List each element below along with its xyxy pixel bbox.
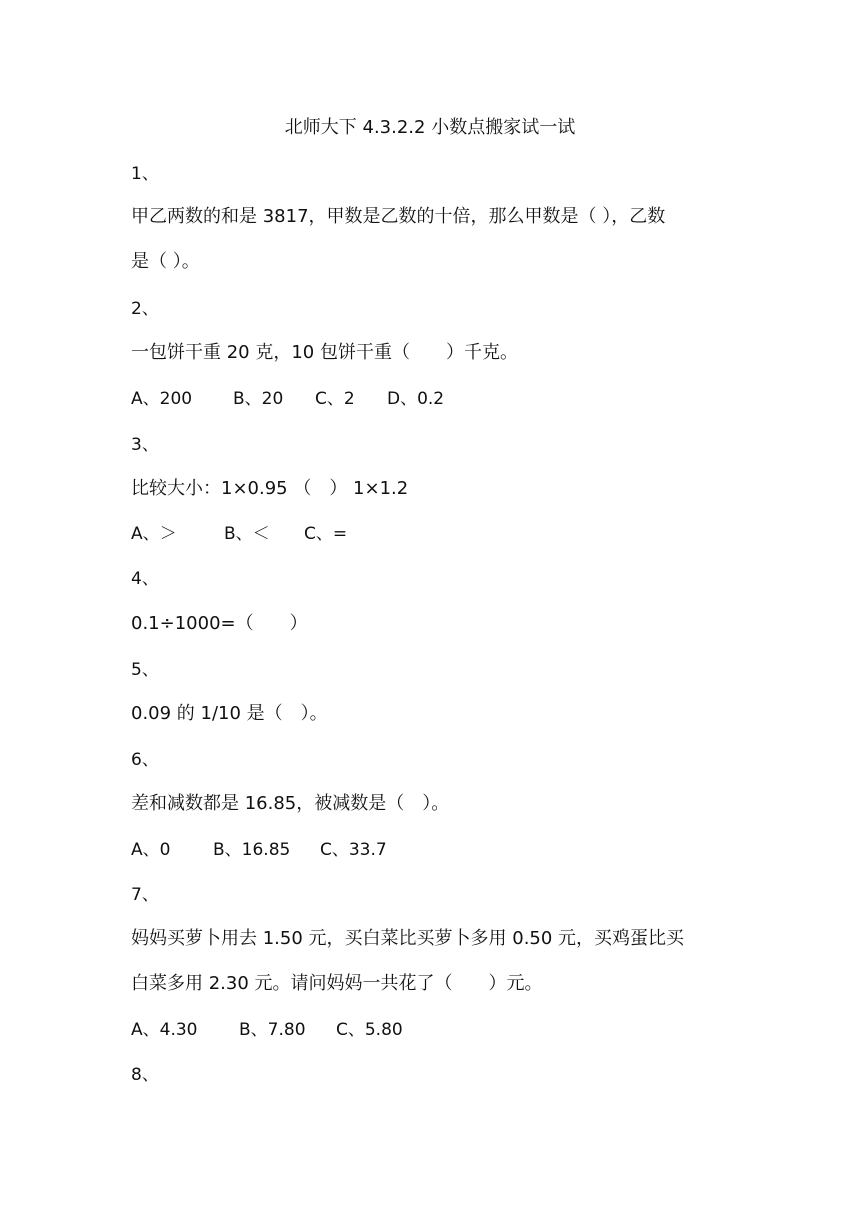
question-3-options bbox=[131, 522, 751, 546]
question-2-option-d: D、0.2 bbox=[387, 389, 445, 409]
question-1-text-line2: 是（ ）。 bbox=[131, 251, 200, 272]
question-7-option-b: B、7.80 bbox=[239, 1020, 306, 1040]
question-4-number: 4、 bbox=[131, 569, 159, 589]
question-3-text: 比较大小：1×0.95 （ ） 1×1.2 bbox=[131, 478, 409, 499]
question-6-options bbox=[131, 838, 751, 862]
question-7-text-line1: 妈妈买萝卜用去 1.50 元，买白菜比买萝卜多用 0.50 元，买鸡蛋比买 bbox=[131, 928, 685, 949]
question-7-text-line2: 白菜多用 2.30 元。请问妈妈一共花了（ ）元。 bbox=[131, 973, 543, 994]
question-5-text: 0.09 的 1/10 是（ ）。 bbox=[131, 703, 328, 724]
question-2-option-a: A、200 bbox=[131, 389, 193, 409]
question-1-number: 1、 bbox=[131, 164, 159, 184]
question-3-option-b: B、＜ bbox=[224, 524, 270, 544]
question-2-option-c: C、2 bbox=[315, 389, 355, 409]
question-6-option-b: B、16.85 bbox=[213, 840, 291, 860]
question-7-option-c: C、5.80 bbox=[336, 1020, 403, 1040]
question-2-options bbox=[131, 387, 751, 411]
question-4-text: 0.1÷1000=（ ） bbox=[131, 613, 308, 634]
question-6-option-a: A、0 bbox=[131, 840, 171, 860]
question-3-number: 3、 bbox=[131, 435, 159, 455]
question-2-option-b: B、20 bbox=[233, 389, 284, 409]
question-7-option-a: A、4.30 bbox=[131, 1020, 198, 1040]
question-3-option-a: A、＞ bbox=[131, 524, 177, 544]
question-8-number: 8、 bbox=[131, 1065, 159, 1085]
question-2-number: 2、 bbox=[131, 299, 159, 319]
document-title: 北师大下 4.3.2.2 小数点搬家试一试 bbox=[284, 117, 576, 138]
question-6-number: 6、 bbox=[131, 750, 159, 770]
question-2-text: 一包饼干重 20 克，10 包饼干重（ ）千克。 bbox=[131, 342, 518, 363]
question-3-option-c: C、= bbox=[304, 524, 348, 544]
question-6-text: 差和减数都是 16.85，被减数是（ ）。 bbox=[131, 793, 450, 814]
question-5-number: 5、 bbox=[131, 660, 159, 680]
question-7-number: 7、 bbox=[131, 885, 159, 905]
question-7-options bbox=[131, 1018, 751, 1042]
question-6-option-c: C、33.7 bbox=[320, 840, 387, 860]
question-1-text-line1: 甲乙两数的和是 3817，甲数是乙数的十倍，那么甲数是（ ），乙数 bbox=[131, 206, 666, 227]
